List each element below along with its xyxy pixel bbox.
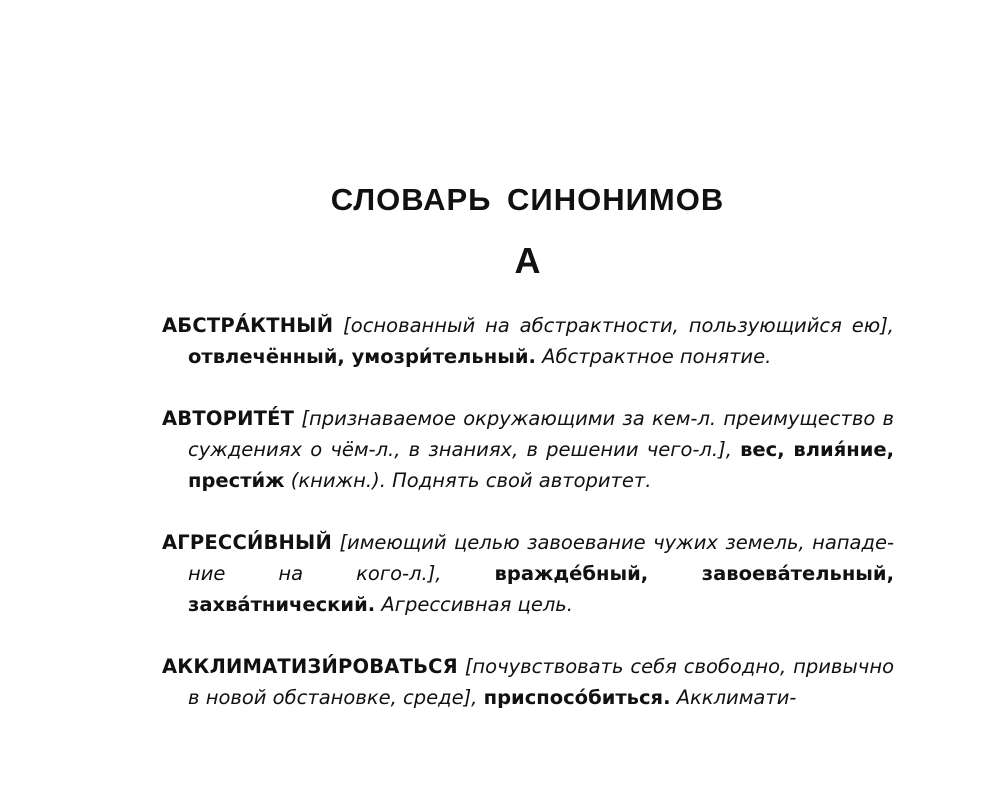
entry-definition: [имеющий целью завоевание чужих земель, нападение на кого-л.], — [188, 531, 895, 585]
entry-list — [162, 310, 894, 713]
page-title: СЛОВАРЬ СИНОНИМОВ — [330, 182, 725, 217]
entry-headword: АГРЕССИ́ВНЫЙ — [162, 531, 332, 554]
dictionary-entry — [162, 651, 894, 713]
entry-synonyms: вес, влия́ние, прести́ж — [188, 438, 894, 492]
entry-example: Поднять свой авторитет. — [392, 469, 652, 492]
section-letter: А — [514, 240, 541, 281]
dictionary-entry — [162, 527, 894, 620]
entry-headword: АККЛИМАТИЗИ́РОВАТЬСЯ — [162, 655, 458, 678]
entry-synonyms: отвлечённый, умозри́тельный. — [188, 345, 536, 368]
entry-definition: [основанный на абстрактности, пользующийся ею], — [343, 314, 894, 337]
dictionary-entry — [162, 310, 894, 372]
entry-headword: АБСТРА́КТНЫЙ — [162, 314, 334, 337]
entry-synonyms: вражде́бный, завоева́тельный, захва́тнический. — [188, 562, 895, 616]
dictionary-entry — [162, 403, 894, 496]
entry-headword: АВТОРИТЕ́Т — [162, 407, 295, 430]
entry-definition: [почувствовать себя свободно, привычно в новой обстановке, среде], — [188, 655, 895, 709]
entry-example: Акклимати- — [676, 686, 797, 709]
entry-example: Абстрактное понятие. — [542, 345, 772, 368]
entry-definition: [признаваемое окружающими за кем-л. преимущество в суждениях о чём-л., в знаниях, в решении чего-л.], — [188, 407, 894, 461]
entry-synonyms: приспосо́биться. — [483, 686, 671, 709]
entry-usage-note: (книжн.). — [290, 469, 386, 492]
entry-example: Агрессивная цель. — [381, 593, 573, 616]
